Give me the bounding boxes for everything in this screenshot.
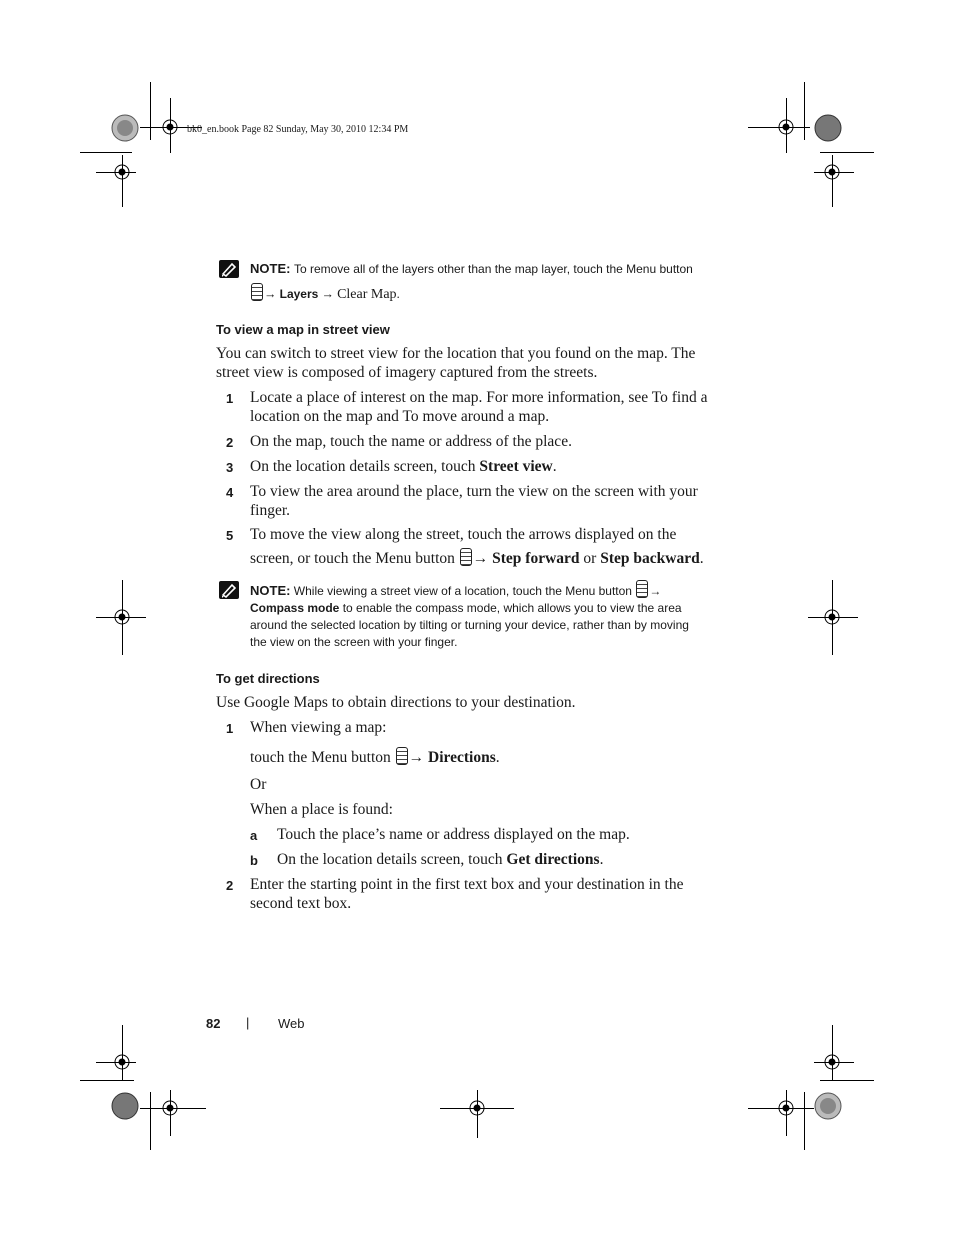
touch-menu-line (250, 747, 500, 767)
compass-mode-term: Compass mode (250, 601, 340, 615)
step-2-text (250, 875, 720, 913)
menu-button-icon (636, 580, 648, 598)
step-number: 2 (226, 435, 234, 450)
period: . (495, 749, 500, 766)
note-1 (250, 260, 730, 303)
step-text: touch the Menu button (250, 749, 391, 766)
step-number: 1 (226, 721, 234, 736)
step-line (250, 548, 720, 568)
sub-step-a-text: Touch the place’s name or address displayed on the map. (277, 826, 630, 843)
menu-button-icon (460, 548, 472, 566)
arrow: → (264, 287, 277, 301)
page-number: 82 (206, 1016, 221, 1031)
sub-step-b-text (277, 850, 603, 869)
print-header: bk0_en.book Page 82 Sunday, May 30, 2010 12:34 PM (187, 124, 409, 135)
step-line: location on the map and To move around a map. (250, 408, 550, 425)
note-text: to enable the compass mode, which allows you to view the area (339, 601, 682, 615)
step-number: 5 (226, 528, 234, 543)
step-text: On the location details screen, touch (250, 458, 480, 475)
step-1-text (250, 388, 720, 426)
intro-line: street view is composed of imagery captured from the streets. (216, 364, 598, 381)
arrow: → (408, 749, 425, 766)
sub-step-letter: b (250, 853, 258, 868)
section-2-intro: Use Google Maps to obtain directions to your destination. (216, 694, 576, 711)
arrow: → (649, 584, 662, 598)
step-text: screen, or touch the Menu button (250, 550, 455, 567)
clear-map-term: Clear Map (337, 287, 397, 302)
step-number: 1 (226, 391, 234, 406)
section-heading-street-view: To view a map in street view (216, 322, 390, 337)
footer-separator: | (246, 1015, 250, 1030)
period: . (599, 851, 604, 868)
note-2 (250, 580, 725, 651)
directions-term: Directions (428, 749, 496, 766)
arrow: → (321, 287, 334, 301)
step-line: second text box. (250, 895, 352, 912)
step-backward-term: Step backward (600, 550, 700, 567)
step-line: Enter the starting point in the first text box and your destination in the (250, 876, 684, 893)
step-number: 4 (226, 485, 234, 500)
step-line: Locate a place of interest on the map. For more information, see To find a (250, 389, 708, 406)
step-5-text (250, 525, 720, 568)
step-number: 2 (226, 878, 234, 893)
note-text: around the selected location by tilting or turning your device, rather than by moving (250, 618, 689, 632)
get-directions-term: Get directions (506, 851, 600, 868)
section-1-intro (216, 344, 716, 382)
period: . (699, 550, 704, 567)
menu-button-icon (251, 283, 263, 301)
period: . (552, 458, 557, 475)
note-pencil-icon (219, 260, 239, 278)
layers-term: Layers (279, 287, 319, 301)
street-view-term: Street view (479, 458, 553, 475)
step-line: To view the area around the place, turn the view on the screen with your (250, 483, 698, 500)
step-3-text (250, 457, 557, 476)
step-line: finger. (250, 502, 291, 519)
note-text: To remove all of the layers other than the map layer, touch the Menu button (293, 262, 693, 276)
step-number: 3 (226, 460, 234, 475)
note-pencil-icon (219, 581, 239, 599)
arrow: → (472, 550, 489, 567)
note-label: NOTE: (250, 261, 291, 276)
step-forward-term: Step forward (492, 550, 580, 567)
note-label: NOTE: (250, 583, 291, 598)
step-1-text: When viewing a map: (250, 719, 387, 736)
period: . (396, 287, 400, 301)
step-text: On the location details screen, touch (277, 851, 507, 868)
or-text: or (579, 550, 601, 567)
step-4-text (250, 482, 720, 520)
footer-section-title: Web (278, 1016, 305, 1031)
section-heading-directions: To get directions (216, 671, 320, 686)
sub-step-letter: a (250, 828, 258, 843)
step-2-text: On the map, touch the name or address of the place. (250, 433, 572, 450)
step-line: To move the view along the street, touch the arrows displayed on the (250, 526, 677, 543)
menu-button-icon (396, 747, 408, 765)
intro-line: You can switch to street view for the location that you found on the map. The (216, 345, 696, 362)
when-found-text: When a place is found: (250, 801, 393, 818)
note-text: While viewing a street view of a location, touch the Menu button (293, 584, 632, 598)
note-text: the view on the screen with your finger. (250, 635, 458, 649)
or-text: Or (250, 776, 267, 793)
